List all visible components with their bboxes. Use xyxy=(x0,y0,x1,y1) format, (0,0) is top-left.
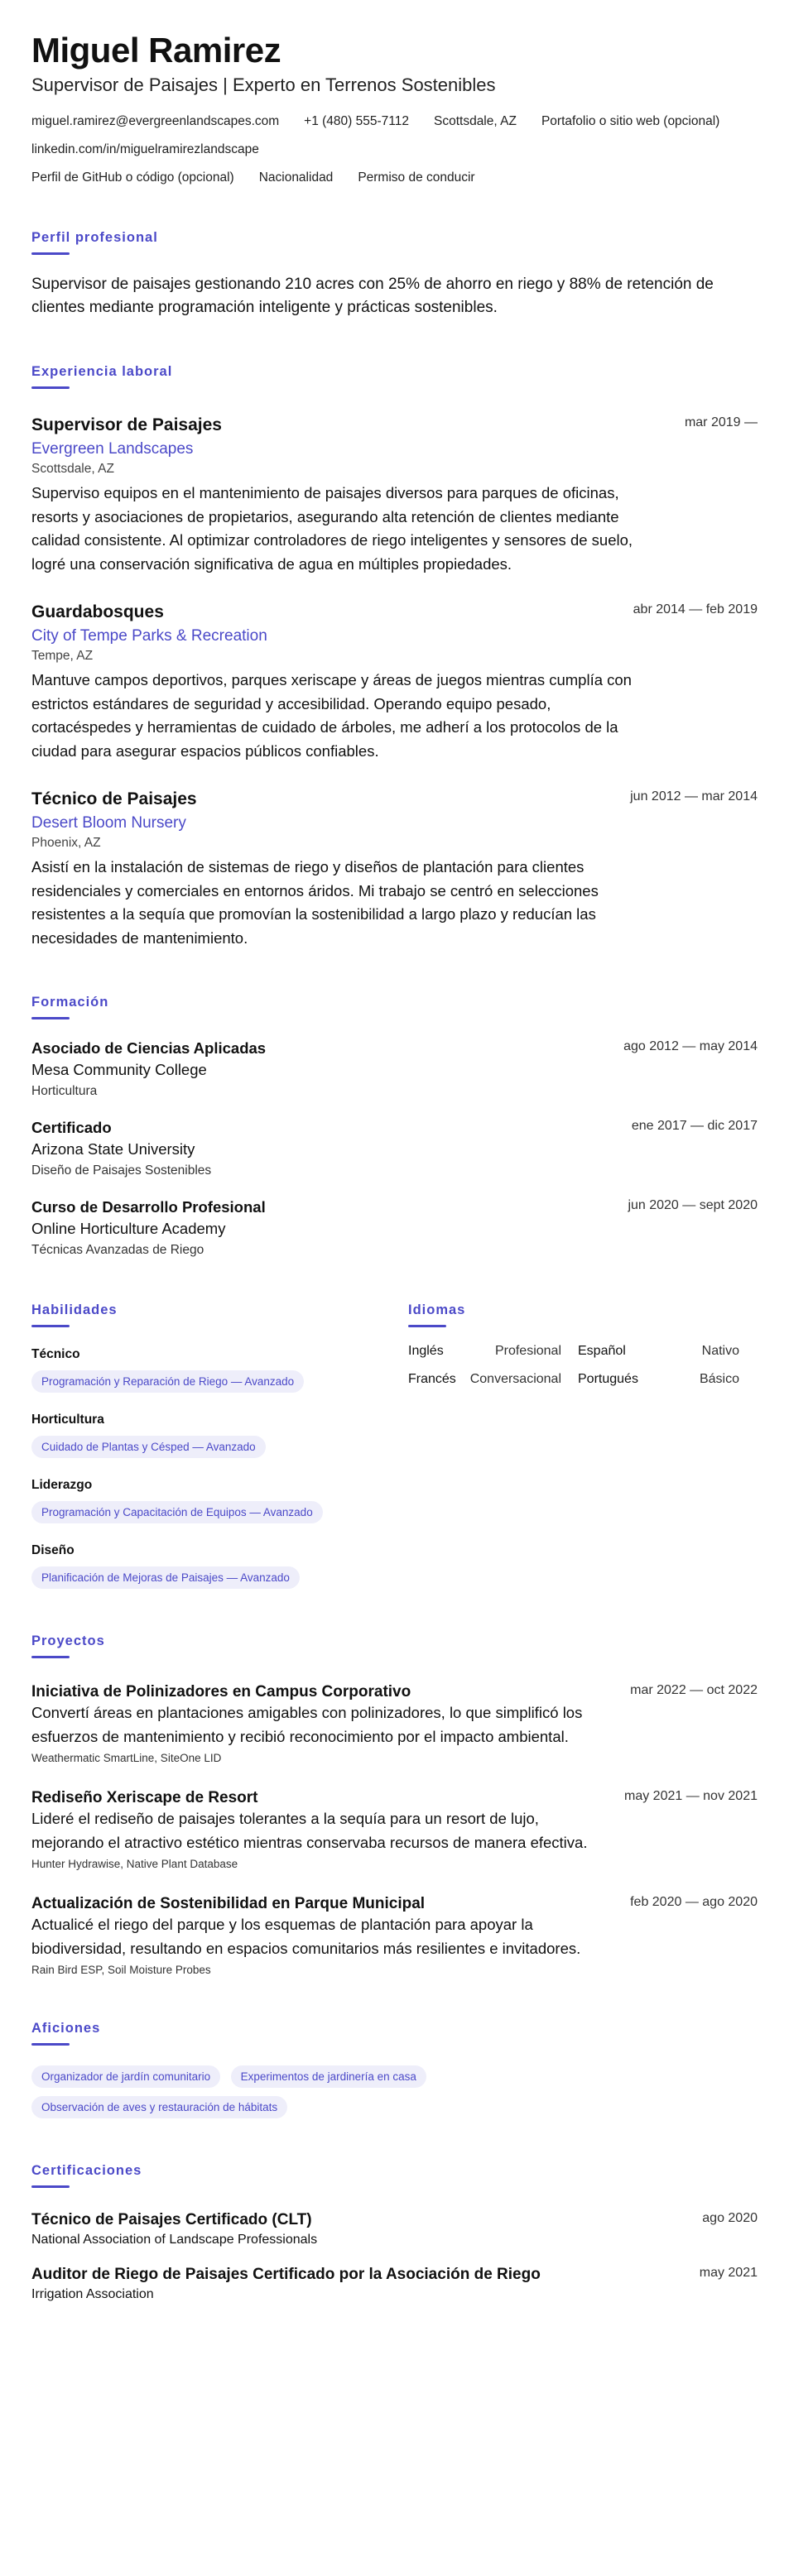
skill-category: Liderazgo xyxy=(31,1478,93,1492)
skills-languages-row xyxy=(31,1302,758,1589)
field-of-study: Horticultura xyxy=(31,1084,98,1098)
section-underline xyxy=(31,386,70,389)
language-name: Inglés xyxy=(408,1344,444,1358)
section-underline xyxy=(408,1325,446,1327)
certification-org: National Association of Landscape Professionals xyxy=(31,2233,318,2247)
language-item xyxy=(578,1372,756,1387)
summary-section xyxy=(31,230,758,319)
language-name: Español xyxy=(578,1344,626,1358)
certification-date: ago 2020 xyxy=(702,2211,758,2225)
section-title: Proyectos xyxy=(31,1633,105,1648)
language-level: Básico xyxy=(699,1372,739,1386)
language-name: Portugués xyxy=(578,1372,638,1386)
linkedin-link[interactable]: linkedin.com/in/miguelramirezlandscape xyxy=(31,142,259,156)
contact-info xyxy=(31,114,758,157)
job-description: Mantuve campos deportivos, parques xeriscape y áreas de juegos mientras cumplía con estrictos estándares de seguridad y accesibilidad. Operando equipo pesado, cortacéspedes y herramientas de cuidado de árboles, me adherí a los protocolos de la ciudad para asegurar espacios públicos confiables. xyxy=(31,671,632,760)
hobby-chips xyxy=(31,2057,545,2118)
skill-chip: Cuidado de Plantas y Césped — Avanzado xyxy=(31,1436,266,1458)
job-company: City of Tempe Parks & Recreation xyxy=(31,627,267,645)
language-level: Nativo xyxy=(701,1344,739,1358)
hobby-chip: Organizador de jardín comunitario xyxy=(31,2065,220,2088)
language-item xyxy=(408,1372,578,1387)
skill-category: Horticultura xyxy=(31,1413,104,1427)
headline: Supervisor de Paisajes | Experto en Terrenos Sostenibles xyxy=(31,74,496,95)
hobby-chip: Experimentos de jardinería en casa xyxy=(231,2065,426,2088)
skill-chip: Programación y Reparación de Riego — Avanzado xyxy=(31,1370,304,1393)
contact-info-extra xyxy=(31,170,758,185)
project-entry xyxy=(31,1683,758,1764)
section-underline xyxy=(31,2185,70,2188)
skills-section xyxy=(31,1302,408,1589)
language-item xyxy=(408,1344,578,1359)
language-level: Profesional xyxy=(494,1344,561,1358)
education-section xyxy=(31,995,758,1258)
section-title: Idiomas xyxy=(408,1302,466,1317)
job-dates: jun 2012 — mar 2014 xyxy=(630,789,758,804)
hobby-chip: Observación de aves y restauración de hábitats xyxy=(31,2096,287,2118)
projects-section xyxy=(31,1633,758,1976)
education-dates: jun 2020 — sept 2020 xyxy=(628,1198,758,1212)
section-title: Habilidades xyxy=(31,1302,118,1317)
education-dates: ago 2012 — may 2014 xyxy=(623,1039,758,1053)
project-tools: Rain Bird ESP, Soil Moisture Probes xyxy=(31,1964,211,1976)
certification-name: Auditor de Riego de Paisajes Certificado por la Asociación de Riego xyxy=(31,2266,541,2283)
section-underline xyxy=(31,1325,70,1327)
certification-date: may 2021 xyxy=(699,2266,758,2280)
job-location: Tempe, AZ xyxy=(31,649,94,663)
project-dates: feb 2020 — ago 2020 xyxy=(630,1895,758,1909)
school: Arizona State University xyxy=(31,1140,195,1158)
degree: Certificado xyxy=(31,1119,112,1136)
field-of-study: Diseño de Paisajes Sostenibles xyxy=(31,1163,212,1178)
website-link[interactable]: Portafolio o sitio web (opcional) xyxy=(541,114,720,128)
skill-chip: Programación y Capacitación de Equipos — Avanzado xyxy=(31,1501,323,1523)
job-dates: mar 2019 — xyxy=(684,415,758,429)
email[interactable]: miguel.ramirez@evergreenlandscapes.com xyxy=(31,114,280,128)
job-title: Técnico de Paisajes xyxy=(31,789,197,808)
job-description: Asistí en la instalación de sistemas de riego y diseños de plantación para clientes residenciales y comerciales en entornos áridos. Mi trabajo se centró en selecciones resistentes a la sequía que promovían la sostenibilidad a largo plazo y reducían las necesidades de mantenimiento. xyxy=(31,858,599,947)
education-entry xyxy=(31,1198,758,1258)
skill-chip: Planificación de Mejoras de Paisajes — Avanzado xyxy=(31,1566,300,1589)
job-title: Supervisor de Paisajes xyxy=(31,415,222,434)
job-entry xyxy=(31,602,758,763)
certification-entry xyxy=(31,2266,758,2302)
section-title: Experiencia laboral xyxy=(31,364,173,379)
phone[interactable]: +1 (480) 555-7112 xyxy=(304,114,409,128)
project-description: Lideré el rediseño de paisajes tolerantes a la sequía para un resort de lujo, mejorando el atractivo estético mientras conservaba recursos de manera efectiva. xyxy=(31,1810,588,1851)
language-level: Conversacional xyxy=(469,1372,561,1386)
job-entry xyxy=(31,789,758,950)
languages-section xyxy=(408,1302,756,1589)
certification-entry xyxy=(31,2211,758,2247)
section-underline xyxy=(31,1656,70,1658)
section-underline xyxy=(31,252,70,255)
project-description: Actualicé el riego del parque y los esquemas de plantación para apoyar la biodiversidad, resultando en espacios comunitarios más resilientes e invitadores. xyxy=(31,1916,581,1957)
nationality: Nacionalidad xyxy=(258,170,334,185)
summary-text: Supervisor de paisajes gestionando 210 acres con 25% de ahorro en riego y 88% de retención de clientes mediante programación inteligente y prácticas sostenibles. xyxy=(31,276,714,316)
project-tools: Hunter Hydrawise, Native Plant Database xyxy=(31,1858,238,1870)
degree: Asociado de Ciencias Aplicadas xyxy=(31,1039,267,1057)
field-of-study: Técnicas Avanzadas de Riego xyxy=(31,1243,204,1257)
candidate-name: Miguel Ramirez xyxy=(31,31,281,70)
experience-section xyxy=(31,364,758,950)
job-company: Evergreen Landscapes xyxy=(31,440,194,458)
languages-grid xyxy=(408,1344,756,1387)
drivers-license: Permiso de conducir xyxy=(358,170,475,185)
section-title: Certificaciones xyxy=(31,2163,142,2178)
location: Scottsdale, AZ xyxy=(434,114,517,128)
section-underline xyxy=(31,2043,70,2046)
project-title: Actualización de Sostenibilidad en Parque Municipal xyxy=(31,1895,426,1912)
header xyxy=(31,30,758,185)
certifications-section xyxy=(31,2163,758,2302)
education-dates: ene 2017 — dic 2017 xyxy=(631,1119,758,1133)
certification-org: Irrigation Association xyxy=(31,2287,154,2301)
job-location: Scottsdale, AZ xyxy=(31,462,114,476)
hobbies-section xyxy=(31,2021,758,2118)
job-dates: abr 2014 — feb 2019 xyxy=(633,602,758,616)
section-title: Formación xyxy=(31,995,109,1010)
school: Mesa Community College xyxy=(31,1061,207,1078)
project-tools: Weathermatic SmartLine, SiteOne LID xyxy=(31,1752,222,1764)
project-description: Convertí áreas en plantaciones amigables con polinizadores, lo que simplificó los esfuerzos de mantenimiento y recibió reconocimiento por el impacto ambiental. xyxy=(31,1704,583,1745)
degree: Curso de Desarrollo Profesional xyxy=(31,1198,266,1216)
project-entry xyxy=(31,1789,758,1870)
section-title: Perfil profesional xyxy=(31,230,158,245)
job-description: Superviso equipos en el mantenimiento de paisajes diversos para parques de oficinas, resorts y asociaciones de propietarios, asegurando alta retención de clientes mediante calidad consistente. Al optimizar controladores de riego inteligentes y sensores de suelo, logré una conservación significativa de agua en múltiples propiedades. xyxy=(31,484,633,573)
project-dates: may 2021 — nov 2021 xyxy=(624,1789,758,1803)
job-company: Desert Bloom Nursery xyxy=(31,814,186,832)
skill-category: Técnico xyxy=(31,1347,80,1361)
education-entry xyxy=(31,1039,758,1099)
job-title: Guardabosques xyxy=(31,602,164,621)
language-name: Francés xyxy=(408,1372,456,1386)
education-entry xyxy=(31,1119,758,1178)
section-underline xyxy=(31,1017,70,1019)
project-title: Iniciativa de Polinizadores en Campus Corporativo xyxy=(31,1683,411,1701)
project-dates: mar 2022 — oct 2022 xyxy=(630,1683,758,1697)
section-title: Aficiones xyxy=(31,2021,101,2036)
school: Online Horticulture Academy xyxy=(31,1220,226,1237)
job-entry xyxy=(31,415,758,576)
project-entry xyxy=(31,1895,758,1976)
certification-name: Técnico de Paisajes Certificado (CLT) xyxy=(31,2211,312,2228)
language-item xyxy=(578,1344,756,1359)
github-link-visible[interactable]: Perfil de GitHub o código (opcional) xyxy=(31,170,234,185)
job-location: Phoenix, AZ xyxy=(31,836,101,850)
skill-category: Diseño xyxy=(31,1543,75,1557)
project-title: Rediseño Xeriscape de Resort xyxy=(31,1789,258,1806)
